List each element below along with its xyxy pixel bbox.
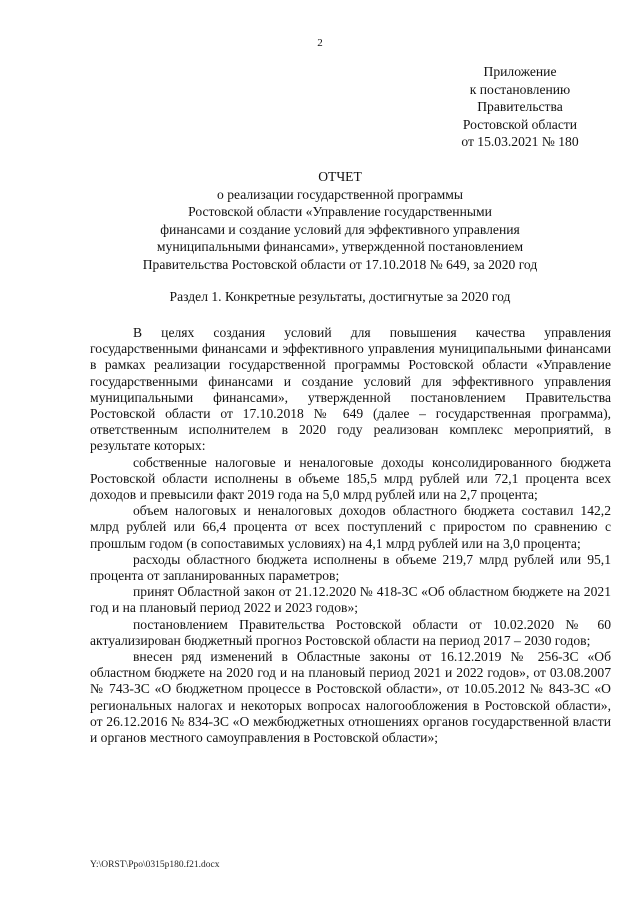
report-heading: ОТЧЕТ bbox=[318, 169, 362, 184]
report-subtitle-line: Ростовской области «Управление государственными bbox=[188, 204, 492, 219]
report-subtitle-line: о реализации государственной программы bbox=[217, 186, 463, 202]
paragraph: внесен ряд изменений в Областные законы от 16.12.2019 № 256-ЗС «Об областном бюджете на 2020 год и на плановый период 2021 и 2022 годов», от 03.08.2007 № 743-ЗС «О бюджетном процессе в Ростовской области», от 10.05.2012 № 843-ЗС «О региональных налогах и некоторых вопросах налогообложения в Ростовской области», от 26.12.2016 № 834-ЗС «О межбюджетных отношениях органов государственной власти и органов местного самоуправления в Ростовской области»; bbox=[90, 649, 611, 746]
paragraph: собственные налоговые и неналоговые доходы консолидированного бюджета Ростовской области исполнены в объеме 185,5 млрд рублей или 72,1 процента всех доходов и превысили факт 2019 года на 5,0 млрд рублей или на 2,7 процента; bbox=[90, 454, 611, 503]
paragraph: расходы областного бюджета исполнены в объеме 219,7 млрд рублей или 95,1 процента от запланированных параметров; bbox=[90, 551, 611, 584]
report-subtitle-line: Правительства Ростовской области от 17.10.2018 № 649, за 2020 год bbox=[142, 256, 538, 272]
appendix-line: Приложение bbox=[483, 64, 557, 79]
paragraph: объем налоговых и неналоговых доходов областного бюджета составил 142,2 млрд рублей или 66,4 процента от всех поступлений с приростом по сравнению с прошлым годом (в сопоставимых условиях) на 4,1 млрд рублей или на 3,0 процента; bbox=[90, 503, 611, 551]
section-title: Раздел 1. Конкретные результаты, достигнутые за 2020 год bbox=[169, 289, 511, 304]
paragraph: принят Областной закон от 21.12.2020 № 418-ЗС «Об областном бюджете на 2021 год и на плановый период 2022 и 2023 годов»; bbox=[90, 584, 611, 616]
appendix-line: Правительства bbox=[477, 99, 563, 114]
page-number: 2 bbox=[317, 37, 323, 49]
appendix-line: к постановлению bbox=[469, 81, 571, 97]
file-path-footer: Y:\ORST\Ppo\0315p180.f21.docx bbox=[90, 860, 220, 870]
paragraph: В целях создания условий для повышения качества управления государственными финансами и эффективного управления муниципальными финансами в рамках реализации государственной программы Ростовской области «Управление государственными финансами и создание условий для эффективного управления муниципальными финансами», утвержденной постановлением Правительства Ростовской области от 17.10.2018 № 649 (далее – государственная программа), ответственным исполнителем в 2020 году реализован комплекс мероприятий, в результате которых: bbox=[90, 325, 611, 454]
appendix-block bbox=[440, 63, 600, 151]
report-title-block bbox=[80, 168, 600, 273]
appendix-line: Ростовской области bbox=[462, 116, 578, 132]
report-subtitle-line: муниципальными финансами», утвержденной постановлением bbox=[156, 239, 524, 254]
body-text bbox=[90, 325, 611, 746]
paragraph: постановлением Правительства Ростовской области от 10.02.2020 № 60 актуализирован бюджетный прогноз Ростовской области на период 2017 – 2030 годов; bbox=[90, 616, 611, 648]
appendix-line: от 15.03.2021 № 180 bbox=[461, 134, 579, 149]
report-subtitle-line: финансами и создание условий для эффективного управления bbox=[160, 221, 520, 237]
